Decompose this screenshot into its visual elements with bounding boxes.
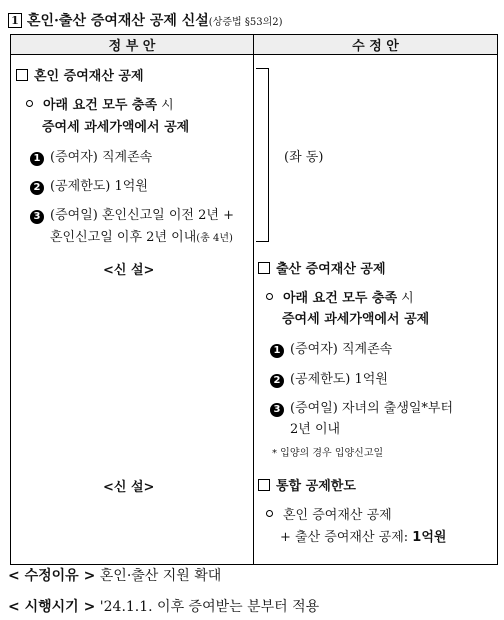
left-item-2: 2 (공제한도) 1억원 [30,175,148,195]
left-condition-line2: 증여세 과세가액에서 공제 [42,120,190,135]
number-1-icon: 1 [30,152,44,166]
right-item-1: 1 (증여자) 직계존속 [270,338,392,358]
column-header-government: 정 부 안 [11,35,254,55]
right-item-3-continued: 2년 이내 [290,422,341,437]
left-item-3-continued: 혼인신고일 이후 2년 이내(총 4년) [50,230,233,245]
number-3-icon: 3 [30,210,44,224]
combined-limit-amount: 1억원 [412,530,447,545]
square-bullet-icon [258,479,270,491]
left-condition-line1: 아래 요건 모두 충족 시 [26,94,174,113]
column-header-revised: 수 정 안 [254,35,498,55]
left-new-label-2: <신 설> [103,480,155,495]
revision-reason: < 수정이유 > 혼인·출산 지원 확대 [8,568,222,584]
left-item-3: 3 (증여일) 혼인신고일 이전 2년 + [30,204,234,224]
adoption-footnote: * 입양의 경우 입양신고일 [272,448,384,459]
right-condition-line1: 아래 요건 모두 충족 시 [266,287,414,306]
circle-bullet-icon [266,293,273,300]
right-section-title: 출산 증여재산 공제 [258,258,386,277]
right-item-3: 3 (증여일) 자녀의 출생일*부터 [270,397,453,417]
left-new-label-1: <신 설> [103,263,155,278]
number-1-icon: 1 [270,344,284,358]
right-section2-line1: 혼인 증여재산 공제 [266,504,392,523]
revision-reason-label: < 수정이유 > [8,568,96,584]
number-2-icon: 2 [30,181,44,195]
bracket-icon [256,68,269,242]
right-section2-line2: + 출산 증여재산 공제: 1억원 [280,530,447,545]
effective-date-label: < 시행시기 > [8,599,96,615]
right-item-2: 2 (공제한도) 1억원 [270,368,388,388]
number-2-icon: 2 [270,374,284,388]
left-section-title: 혼인 증여재산 공제 [16,65,144,84]
right-condition-line2: 증여세 과세가액에서 공제 [282,312,430,327]
comparison-table [10,34,498,565]
circle-bullet-icon [266,510,273,517]
number-3-icon: 3 [270,403,284,417]
law-reference: (상증법 §53의2) [208,17,283,28]
left-item-1: 1 (증여자) 직계존속 [30,146,152,166]
square-bullet-icon [258,262,270,274]
same-as-left-label: (좌 동) [284,150,324,165]
section-index-box: 1 [8,13,22,28]
page-title: 혼인·출산 증여재산 공제 신설 [27,13,209,29]
square-bullet-icon [16,69,28,81]
right-section2-title: 통합 공제한도 [258,475,356,494]
header-title-line [8,10,283,30]
circle-bullet-icon [26,100,33,107]
effective-date: < 시행시기 > '24.1.1. 이후 증여받는 분부터 적용 [8,599,320,615]
